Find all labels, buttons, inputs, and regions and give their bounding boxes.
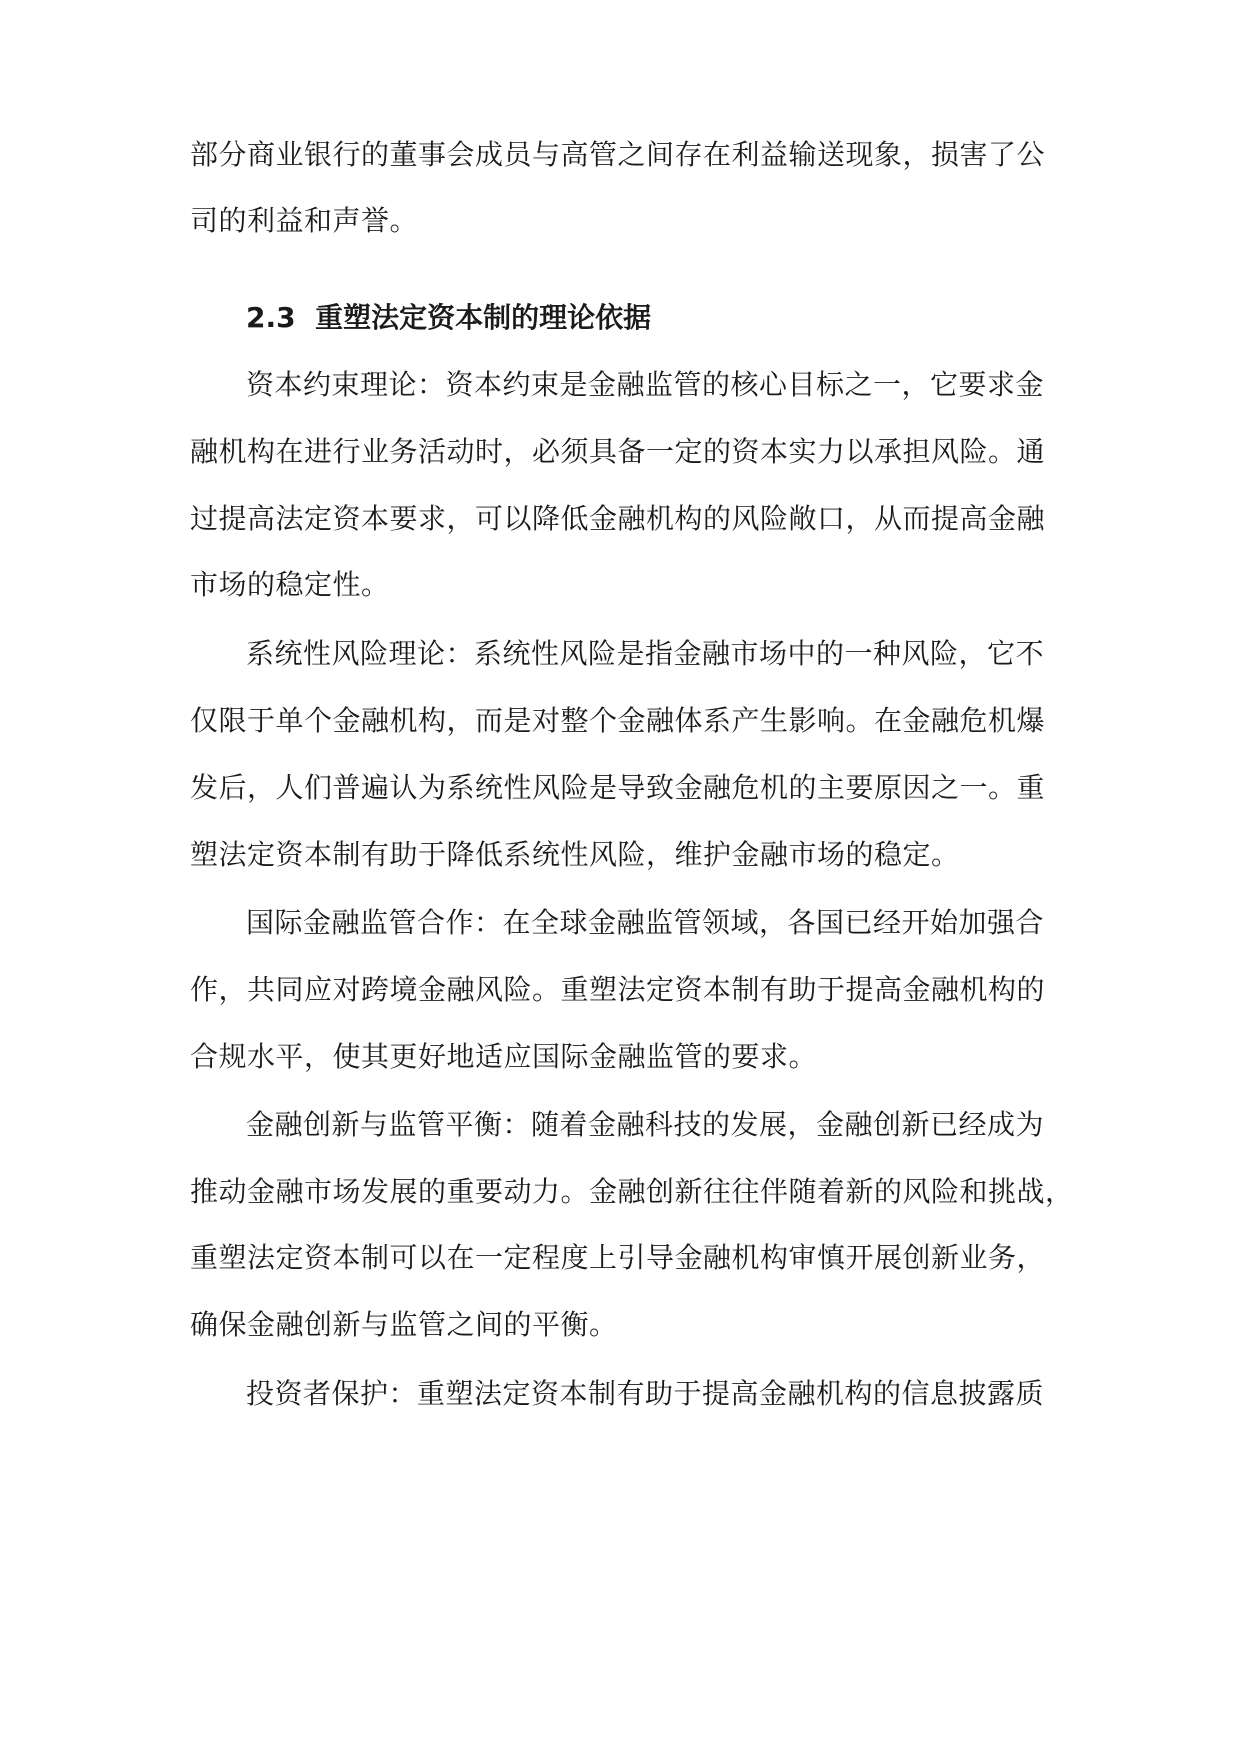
- paragraph-line: 重塑法定资本制可以在一定程度上引导金融机构审慎开展创新业务，: [190, 1241, 1046, 1274]
- paragraph-line: 系统性风险理论：系统性风险是指金融市场中的一种风险，它不: [246, 637, 1045, 670]
- paragraph-line: 确保金融创新与监管之间的平衡。: [190, 1308, 618, 1341]
- paragraph-line: 塑法定资本制有助于降低系统性风险，维护金融市场的稳定。: [190, 838, 960, 871]
- paragraph-line: 仅限于单个金融机构，而是对整个金融体系产生影响。在金融危机爆: [190, 704, 1046, 737]
- paragraph-line: 作，共同应对跨境金融风险。重塑法定资本制有助于提高金融机构的: [190, 973, 1046, 1006]
- section-heading: [246, 298, 651, 338]
- paragraph-line: 融机构在进行业务活动时，必须具备一定的资本实力以承担风险。通: [190, 435, 1046, 468]
- paragraph-line: 投资者保护：重塑法定资本制有助于提高金融机构的信息披露质: [246, 1377, 1045, 1410]
- paragraph-line: 金融创新与监管平衡：随着金融科技的发展，金融创新已经成为: [246, 1108, 1045, 1141]
- paragraph-line: 国际金融监管合作：在全球金融监管领域，各国已经开始加强合: [246, 906, 1045, 939]
- paragraph-line: 过提高法定资本要求，可以降低金融机构的风险敞口，从而提高金融: [190, 502, 1046, 535]
- section-title: 重塑法定资本制的理论依据: [315, 301, 652, 334]
- paragraph-line: 资本约束理论：资本约束是金融监管的核心目标之一，它要求金: [246, 368, 1045, 401]
- paragraph-line: 发后，人们普遍认为系统性风险是导致金融危机的主要原因之一。重: [190, 771, 1046, 804]
- paragraph-line: 推动金融市场发展的重要动力。金融创新往往伴随着新的风险和挑战，: [190, 1175, 1074, 1208]
- paragraph-line: 司的利益和声誉。: [190, 204, 419, 237]
- paragraph-line: 部分商业银行的董事会成员与高管之间存在利益输送现象，损害了公: [190, 138, 1046, 171]
- section-number: 2.3: [246, 301, 296, 334]
- paragraph-line: 市场的稳定性。: [190, 568, 390, 601]
- paragraph-line: 合规水平，使其更好地适应国际金融监管的要求。: [190, 1040, 818, 1073]
